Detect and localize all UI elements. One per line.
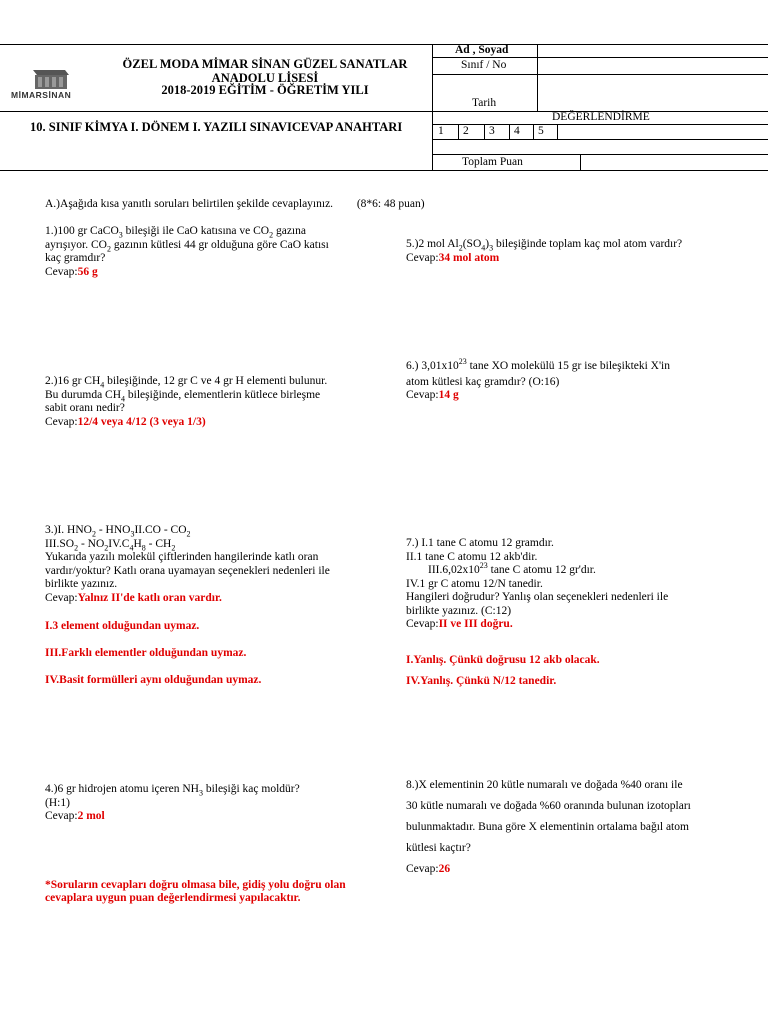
header-bottom-border	[0, 170, 768, 171]
question-4	[45, 783, 390, 824]
q7-line3: $III.6,02x10^{23}$ tane C atomu 12 gr'dır.	[428, 561, 596, 576]
q3-line3: Yukarıda yazılı molekül çiftlerinden hangilerinde katlı oran	[45, 551, 319, 563]
q7-line1: 7.) I.1 tane C atomu 12 gramdır.	[406, 537, 554, 549]
q6-line2: atom kütlesi kaç gramdır? (O:16)	[406, 375, 560, 388]
q3-line5: birlikte yazınız.	[45, 578, 118, 590]
q3-note-1: I.3 element olduğundan uymaz.	[45, 620, 200, 632]
q3-line4: vardır/yoktur? Katlı orana uyamayan seçenekleri nedenleri ile	[45, 564, 330, 577]
eval-cols-bottom	[432, 139, 768, 140]
eval-col-label-5: 5	[538, 125, 544, 137]
q3-answer: Yalnız II'de katlı oran vardır.	[77, 591, 222, 604]
q1-answer: 56 g	[77, 265, 98, 278]
q4-answer: 2 mol	[77, 810, 105, 822]
q6-answer-row	[406, 389, 761, 403]
date-field[interactable]	[538, 75, 766, 110]
q4-line2: (H:1)	[45, 796, 70, 809]
q3-note-3: IV.Basit formülleri aynı olduğundan uymaz.	[45, 674, 262, 686]
eval-col-label-3: 3	[489, 125, 495, 137]
eval-col-label-4: 4	[514, 125, 520, 137]
q7-line2: II.1 tane C atomu 12 akb'dir.	[406, 550, 538, 563]
q7-line4: IV.1 gr C atomu 12/N tanedir.	[406, 577, 543, 590]
name-field[interactable]	[538, 45, 766, 57]
q2-answer-row	[45, 416, 390, 430]
logo-text: MİMARSİNAN	[11, 90, 72, 100]
q8-line3: bulunmaktadır. Buna göre X elementinin ortalama bağıl atom	[406, 821, 689, 833]
q7-answer-row	[406, 618, 761, 632]
header-left-vdivider	[432, 44, 433, 171]
q6-answer: 14 g	[438, 389, 459, 401]
q8-line1: 8.)X elementinin 20 kütle numaralı ve doğada %40 oranı ile	[406, 779, 683, 791]
question-3	[45, 524, 390, 605]
question-5	[406, 238, 761, 265]
q1-line3: kaç gramdır?	[45, 252, 106, 264]
q4-answer-row	[45, 810, 390, 824]
cevap-label: Cevap:	[406, 863, 439, 875]
q7-answer: II ve III doğru.	[438, 618, 513, 630]
eval-row-bottom	[432, 124, 768, 125]
footnote-line2: cevaplara uygun puan değerlendirmesi yapılacaktır.	[45, 892, 301, 904]
q1-line2: ayrışıyor. $CO_2$ gazının kütlesi 44 gr olduğuna göre CaO katısı	[45, 238, 329, 253]
question-1	[45, 225, 390, 279]
instructions	[45, 198, 425, 212]
header-mid-border	[0, 111, 768, 112]
q7-line5: Hangileri doğrudur? Yanlış olan seçenekleri nedenleri ile	[406, 591, 669, 603]
eval-col-5	[557, 124, 558, 139]
school-logo	[5, 66, 91, 100]
eval-col-label-2: 2	[463, 125, 469, 137]
eval-col-4	[533, 124, 534, 139]
name-label: Ad , Soyad	[455, 44, 509, 56]
question-8	[406, 775, 761, 880]
cevap-label: Cevap:	[45, 265, 78, 278]
school-name-line2: ANADOLU LİSESİ	[211, 71, 319, 85]
cevap-label: Cevap:	[45, 591, 78, 604]
footnote-line1: *Soruların cevapları doğru olmasa bile, gidiş yolu doğru olan	[45, 879, 346, 891]
q3-line2: $III.SO_2 - NO_2IV.C_4H_8 - CH_2$	[45, 537, 176, 552]
q8-line4: kütlesi kaçtır?	[406, 842, 471, 854]
question-2	[45, 375, 390, 429]
date-label: Tarih	[472, 97, 497, 109]
exam-title: 10. SINIF KİMYA I. DÖNEM I. YAZILI SINAVICEVAP ANAHTARI	[30, 120, 403, 134]
question-6	[406, 357, 761, 403]
q7-note-2: IV.Yanlış. Çünkü N/12 tanedir.	[406, 675, 557, 687]
cevap-label: Cevap:	[45, 810, 78, 822]
eval-col-label-1: 1	[438, 125, 444, 137]
question-7	[406, 537, 761, 632]
q5-answer: 34 mol atom	[438, 251, 500, 264]
eval-col-1	[458, 124, 459, 139]
q3-note-2: III.Farklı elementler olduğundan uymaz.	[45, 647, 247, 659]
q3-answer-row	[45, 592, 390, 606]
q8-answer: 26	[438, 863, 451, 875]
q7-line6: birlikte yazınız. (C:12)	[406, 604, 512, 617]
school-name-line1: ÖZEL MODA MİMAR SİNAN GÜZEL SANATLAR	[122, 57, 408, 71]
q5-answer-row	[406, 252, 761, 266]
q1-answer-row	[45, 266, 390, 280]
class-field[interactable]	[538, 58, 766, 73]
q2-line1: 2.)16 gr $CH_4$ bileşiğinde, 12 gr C ve 4 gr H elementi bulunur.	[45, 375, 328, 390]
school-year: 2018-2019 EĞİTİM - ÖĞRETİM YILI	[161, 83, 369, 97]
q5-line1: 5.)2 mol $Al_2(SO_4)_3$ bileşiğinde toplam kaç mol atom vardır?	[406, 238, 683, 253]
total-score-label: Toplam Puan	[462, 156, 523, 168]
q2-answer: 12/4 veya 4/12 (3 veya 1/3)	[77, 415, 206, 428]
q1-line1: 1.)100 gr CaCO$_3$ bileşiği ile CaO katısına ve $CO_2$ gazına	[45, 225, 306, 240]
q2-line3: sabit oranı nedir?	[45, 402, 125, 414]
eval-col-2	[484, 124, 485, 139]
cevap-label: Cevap:	[406, 389, 439, 401]
eval-col-3	[509, 124, 510, 139]
q6-line1: 6.) $3,01x10^{23}$ tane XO molekülü 15 gr ise bileşikteki X'in	[406, 357, 671, 372]
total-score-field[interactable]	[581, 155, 766, 169]
evaluation-label: DEĞERLENDİRME	[552, 111, 650, 123]
q2-line2: Bu durumda $CH_4$ bileşiğinde, elementlerin kütlece birleşme	[45, 388, 321, 403]
instructions-points: (8*6: 48 puan)	[356, 198, 425, 210]
q3-line1: 3.)I. $HNO_2 - HNO_3II.CO - CO_2$	[45, 524, 191, 539]
q8-line2: 30 kütle numaralı ve doğada %60 oranında bulunan izotopları	[406, 800, 691, 812]
q4-line1: 4.)6 gr hidrojen atomu içeren $NH_3$ bileşiği kaç moldür?	[45, 783, 300, 798]
instructions-text: A.)Aşağıda kısa yanıtlı soruları belirtilen şekilde cevaplayınız.	[45, 198, 334, 210]
q8-answer-row	[406, 859, 761, 880]
class-label: Sınıf / No	[461, 59, 507, 71]
cevap-label: Cevap:	[406, 251, 439, 264]
cevap-label: Cevap:	[45, 415, 78, 428]
q7-note-1: I.Yanlış. Çünkü doğrusu 12 akb olacak.	[406, 654, 600, 666]
cevap-label: Cevap:	[406, 618, 439, 630]
